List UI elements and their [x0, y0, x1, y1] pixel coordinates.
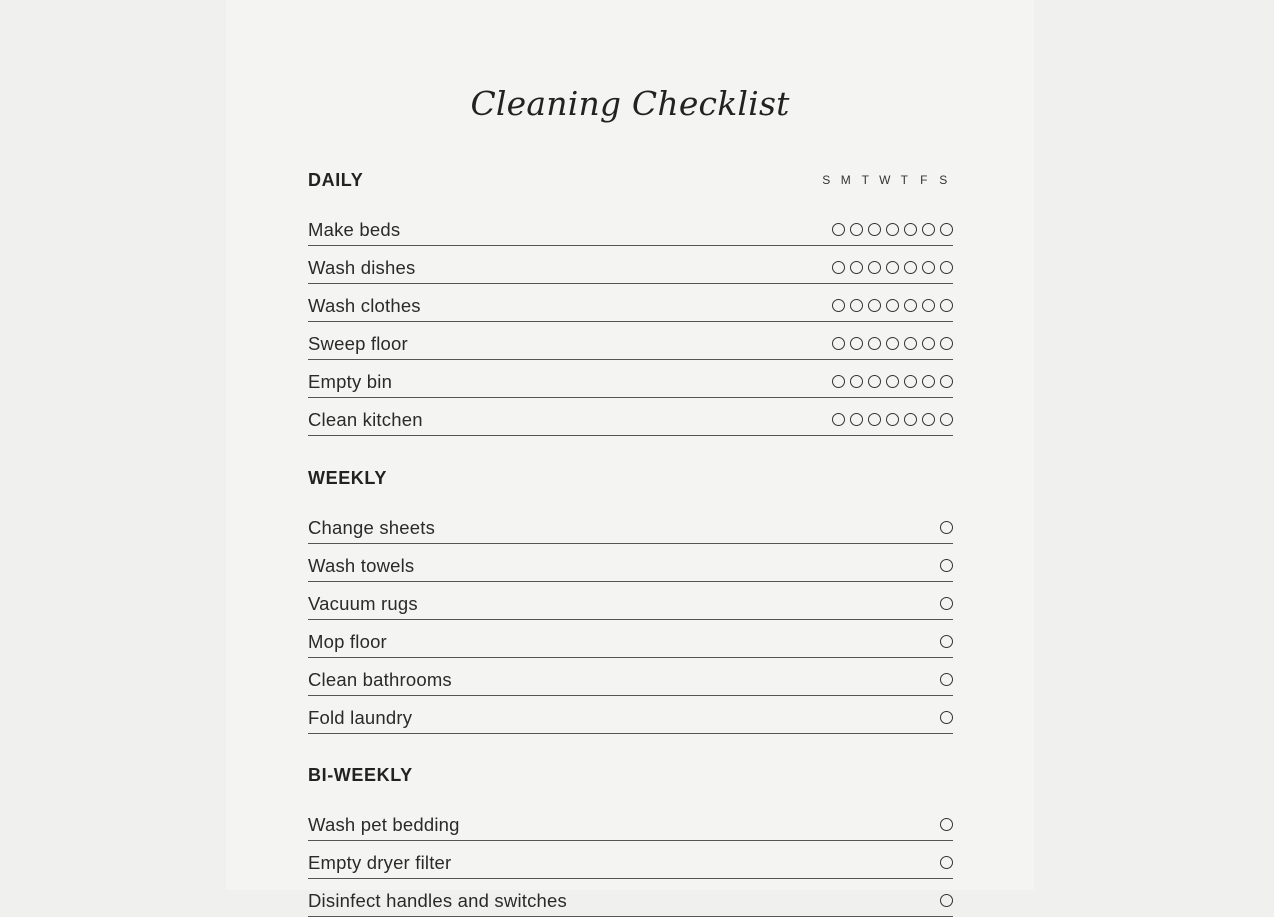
- circle-checkbox[interactable]: [868, 261, 881, 274]
- weekday-header: [817, 173, 954, 187]
- task-label: Wash pet bedding: [308, 814, 460, 835]
- circle-checkbox[interactable]: [868, 223, 881, 236]
- day-label: T: [861, 173, 869, 187]
- biweekly-section: [308, 765, 953, 917]
- circle-checkbox[interactable]: [940, 337, 953, 350]
- checkbox-group: [935, 559, 953, 572]
- circle-checkbox[interactable]: [832, 413, 845, 426]
- circle-checkbox[interactable]: [940, 635, 953, 648]
- checkbox-group: [935, 894, 953, 907]
- daily-list: [308, 208, 953, 436]
- checkbox-group: [935, 711, 953, 724]
- circle-checkbox[interactable]: [868, 375, 881, 388]
- day-label: T: [900, 173, 908, 187]
- circle-checkbox[interactable]: [904, 375, 917, 388]
- checkbox-group: [827, 261, 953, 274]
- checkbox-group: [935, 673, 953, 686]
- circle-checkbox[interactable]: [904, 299, 917, 312]
- circle-checkbox[interactable]: [940, 894, 953, 907]
- checklist-row: [308, 398, 953, 436]
- checkbox-group: [827, 223, 953, 236]
- circle-checkbox[interactable]: [850, 261, 863, 274]
- circle-checkbox[interactable]: [850, 375, 863, 388]
- task-label: Empty bin: [308, 371, 393, 392]
- task-label: Sweep floor: [308, 333, 408, 354]
- circle-checkbox[interactable]: [940, 818, 953, 831]
- biweekly-header: [308, 765, 953, 803]
- circle-checkbox[interactable]: [850, 337, 863, 350]
- checklist-row: [308, 544, 953, 582]
- checkbox-group: [935, 521, 953, 534]
- circle-checkbox[interactable]: [886, 223, 899, 236]
- day-label: S: [939, 173, 948, 187]
- circle-checkbox[interactable]: [940, 521, 953, 534]
- checklist-row: [308, 284, 953, 322]
- checklist-row: [308, 360, 953, 398]
- checkbox-group: [827, 375, 953, 388]
- day-label: W: [879, 173, 891, 187]
- daily-header: [308, 170, 953, 208]
- circle-checkbox[interactable]: [850, 223, 863, 236]
- checkbox-group: [827, 299, 953, 312]
- circle-checkbox[interactable]: [940, 597, 953, 610]
- circle-checkbox[interactable]: [886, 375, 899, 388]
- day-label: M: [840, 173, 851, 187]
- task-label: Fold laundry: [308, 707, 413, 728]
- checklist-page: [226, 0, 1034, 911]
- circle-checkbox[interactable]: [832, 223, 845, 236]
- circle-checkbox[interactable]: [922, 413, 935, 426]
- circle-checkbox[interactable]: [904, 223, 917, 236]
- circle-checkbox[interactable]: [886, 413, 899, 426]
- circle-checkbox[interactable]: [904, 261, 917, 274]
- task-label: Wash towels: [308, 555, 415, 576]
- circle-checkbox[interactable]: [940, 223, 953, 236]
- checklist-row: [308, 506, 953, 544]
- circle-checkbox[interactable]: [832, 375, 845, 388]
- circle-checkbox[interactable]: [940, 856, 953, 869]
- page-title: Cleaning Checklist: [470, 84, 790, 123]
- circle-checkbox[interactable]: [922, 223, 935, 236]
- circle-checkbox[interactable]: [904, 337, 917, 350]
- circle-checkbox[interactable]: [922, 299, 935, 312]
- checklist-row: [308, 696, 953, 734]
- biweekly-list: [308, 803, 953, 917]
- task-label: Clean kitchen: [308, 409, 423, 430]
- checklist-row: [308, 246, 953, 284]
- circle-checkbox[interactable]: [850, 413, 863, 426]
- circle-checkbox[interactable]: [886, 261, 899, 274]
- circle-checkbox[interactable]: [922, 375, 935, 388]
- circle-checkbox[interactable]: [832, 337, 845, 350]
- checkbox-group: [935, 635, 953, 648]
- weekly-header: [308, 468, 953, 506]
- checklist-row: [308, 803, 953, 841]
- checklist-row: [308, 322, 953, 360]
- task-label: Wash clothes: [308, 295, 421, 316]
- circle-checkbox[interactable]: [868, 413, 881, 426]
- task-label: Wash dishes: [308, 257, 416, 278]
- circle-checkbox[interactable]: [940, 673, 953, 686]
- circle-checkbox[interactable]: [832, 299, 845, 312]
- checklist-row: [308, 620, 953, 658]
- checklist-row: [308, 879, 953, 917]
- checkbox-group: [935, 856, 953, 869]
- checklist-row: [308, 208, 953, 246]
- circle-checkbox[interactable]: [940, 413, 953, 426]
- circle-checkbox[interactable]: [904, 413, 917, 426]
- checklist-row: [308, 658, 953, 696]
- task-label: Make beds: [308, 219, 401, 240]
- checkbox-group: [827, 413, 953, 426]
- circle-checkbox[interactable]: [940, 299, 953, 312]
- weekly-heading: WEEKLY: [308, 468, 387, 488]
- task-label: Vacuum rugs: [308, 593, 418, 614]
- task-label: Empty dryer filter: [308, 852, 452, 873]
- circle-checkbox[interactable]: [940, 711, 953, 724]
- task-label: Clean bathrooms: [308, 669, 452, 690]
- checkbox-group: [935, 818, 953, 831]
- biweekly-heading: BI-WEEKLY: [308, 765, 413, 785]
- circle-checkbox[interactable]: [868, 299, 881, 312]
- task-label: Change sheets: [308, 517, 436, 538]
- circle-checkbox[interactable]: [940, 375, 953, 388]
- circle-checkbox[interactable]: [886, 299, 899, 312]
- daily-section: [308, 170, 953, 436]
- checklist-row: [308, 582, 953, 620]
- circle-checkbox[interactable]: [940, 559, 953, 572]
- task-label: Mop floor: [308, 631, 387, 652]
- task-label: Disinfect handles and switches: [308, 890, 567, 911]
- circle-checkbox[interactable]: [922, 337, 935, 350]
- circle-checkbox[interactable]: [868, 337, 881, 350]
- day-label: S: [822, 173, 831, 187]
- circle-checkbox[interactable]: [832, 261, 845, 274]
- circle-checkbox[interactable]: [850, 299, 863, 312]
- circle-checkbox[interactable]: [922, 261, 935, 274]
- weekly-list: [308, 506, 953, 734]
- daily-heading: DAILY: [308, 170, 364, 190]
- checklist-row: [308, 841, 953, 879]
- circle-checkbox[interactable]: [886, 337, 899, 350]
- day-label: F: [920, 173, 928, 187]
- weekly-section: [308, 468, 953, 734]
- circle-checkbox[interactable]: [940, 261, 953, 274]
- checkbox-group: [935, 597, 953, 610]
- checkbox-group: [827, 337, 953, 350]
